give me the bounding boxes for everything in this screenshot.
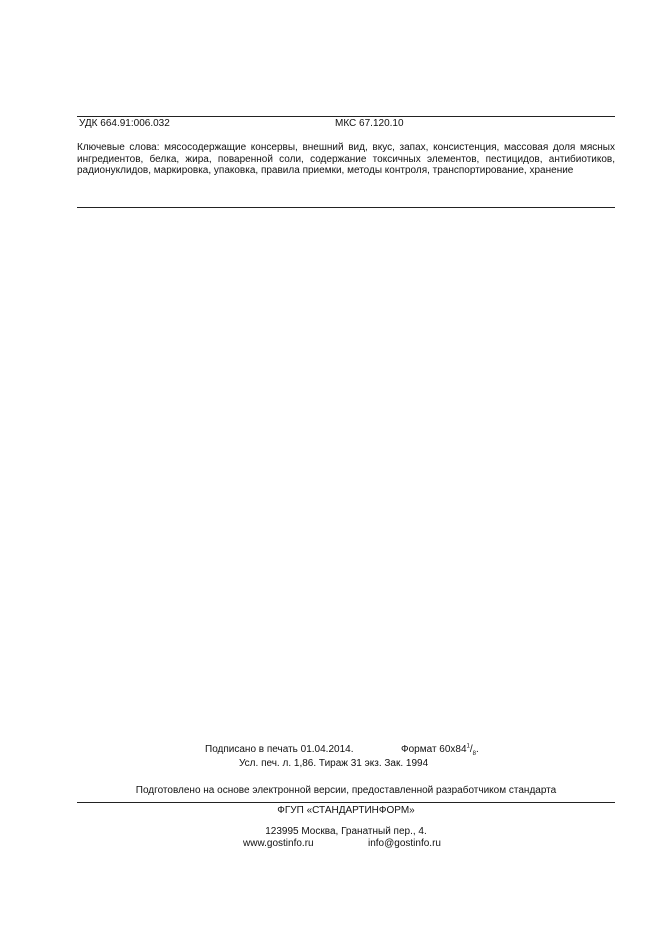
keywords-bottom-rule (77, 207, 615, 208)
top-rule (77, 116, 615, 117)
prepared-note: Подготовлено на основе электронной версии, предоставленной разработчиком стандарта (135, 785, 557, 796)
publisher-rule (77, 802, 615, 803)
mks-code: МКС 67.120.10 (335, 118, 404, 129)
publisher-name: ФГУП «СТАНДАРТИНФОРМ» (277, 805, 415, 816)
publisher-address: 123995 Москва, Гранатный пер., 4. (265, 826, 427, 837)
paper-format-end: . (476, 744, 479, 755)
fraction-denominator: 8 (472, 751, 477, 757)
signed-date: Подписано в печать 01.04.2014. (205, 744, 354, 755)
paper-format-fraction: $^1/_8$ (466, 743, 477, 757)
paper-format (401, 744, 479, 755)
email-link[interactable]: info@gostinfo.ru (368, 838, 441, 849)
print-details: Усл. печ. л. 1,86. Тираж 31 экз. Зак. 1994 (239, 758, 429, 769)
paper-format-label: Формат 60х84 (401, 744, 467, 755)
udk-code: УДК 664.91:006.032 (79, 118, 170, 129)
website-link[interactable]: www.gostinfo.ru (243, 838, 314, 849)
keywords-paragraph: Ключевые слова: мясосодержащие консервы, внешний вид, вкус, запах, консистенция, массовая доля мясных ингредиентов, белка, жира, поваренной соли, содержание токсичных элементов, пестицидов, антибиотиков, радионуклидов, маркировка, упаковка, правила приемки, методы контроля, транспортирование, хранение (77, 142, 615, 176)
fraction-numerator: 1 (466, 743, 470, 750)
